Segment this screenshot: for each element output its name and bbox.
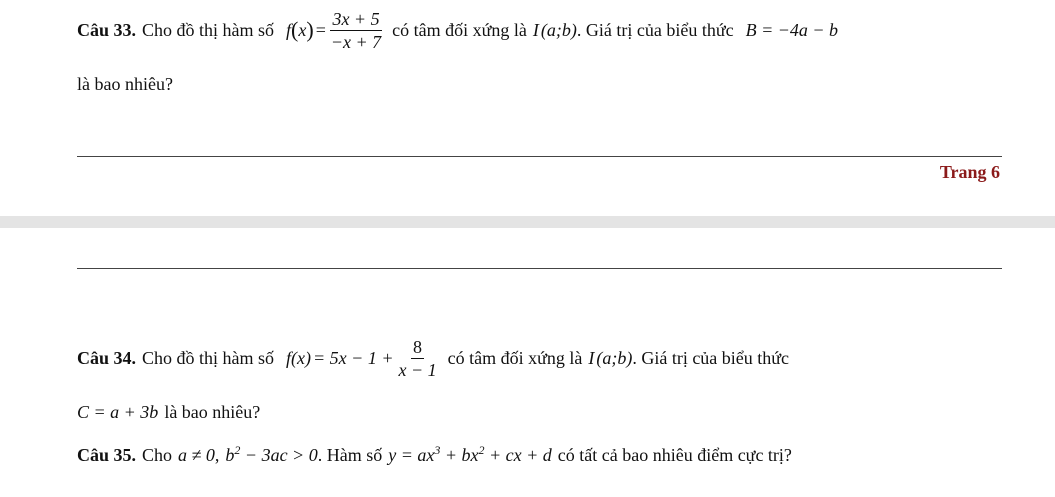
question-35-text-3: có tất cả bao nhiêu điểm cực trị? [557,444,792,465]
page-top-rule [77,268,1002,269]
function-expression: = 5x − 1 + [313,347,394,368]
page-break-gap [0,216,1055,228]
question-34-text-1: Cho đồ thị hàm số [142,347,275,368]
fraction-numerator: 8 [413,336,423,357]
question-33-text-2: có tâm đối xứng là [392,19,527,40]
symmetry-center-coords: (a;b) [596,347,633,368]
question-35-text-2: . Hàm số [317,444,383,465]
question-35-line-1 [77,441,792,469]
question-33-line-2 [77,72,173,96]
symmetry-center-name: I [588,347,595,368]
question-33-text-3: . Giá trị của biểu thức [576,19,734,40]
expression-B: B = −4a − b [745,19,839,40]
paren-right: ) [306,17,314,42]
question-34-line-1 [77,334,789,382]
function-variable: (x) [291,347,312,368]
paren-left: ( [291,17,299,42]
fraction-denominator: −x + 7 [330,31,382,52]
expression-C: C = a + 3b [77,401,159,422]
question-33-text-4: là bao nhiêu? [77,73,173,94]
fraction-34 [396,337,438,380]
fraction-denominator: x − 1 [398,359,437,380]
equals-sign: = [315,19,326,40]
question-33-text-1: Cho đồ thị hàm số [142,19,275,40]
function-name: f [286,347,292,368]
question-34-text-4: là bao nhiêu? [164,401,261,422]
cubic-function: $y = ax^3 + bx^2$ + cx + d [388,442,552,465]
fraction-numerator: 3x + 5 [332,8,380,29]
question-34-line-2 [77,400,260,424]
function-name: f [286,19,292,40]
question-35-label: Câu 35. [77,444,137,465]
question-33-line-1 [77,6,838,54]
condition-discriminant: $b^2 - 3ac > 0$ [225,442,318,465]
condition-a: a ≠ 0 [178,444,215,465]
question-35-text-1: Cho [142,444,173,465]
page-number: Trang 6 [939,162,1000,182]
page-bottom-rule [77,156,1002,157]
question-33-label: Câu 33. [77,19,137,40]
condition-separator: , [214,444,220,465]
symmetry-center-coords: (a;b) [540,19,577,40]
question-34-text-3: . Giá trị của biểu thức [632,347,790,368]
symmetry-center-name: I [532,19,539,40]
function-variable: x [298,19,307,40]
question-34-text-2: có tâm đối xứng là [447,347,583,368]
question-34-label: Câu 34. [77,347,137,368]
fraction-33 [329,9,383,52]
